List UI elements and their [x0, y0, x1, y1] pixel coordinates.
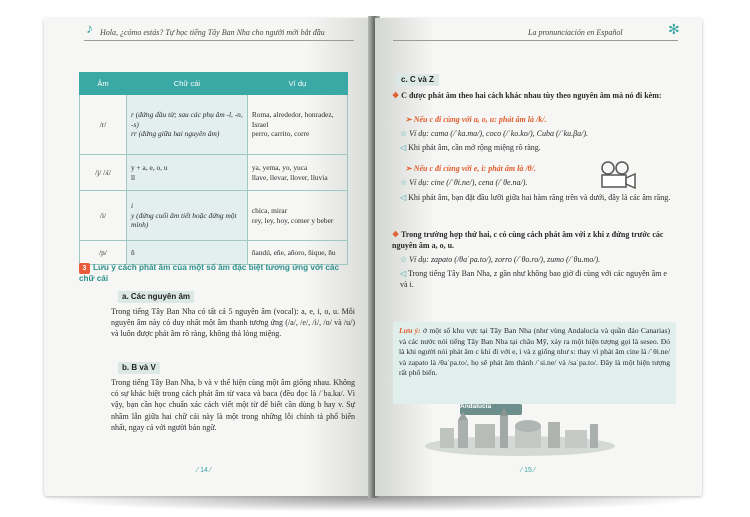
rule-k-text: Nếu c đi cùng với a, o, u: phát âm là /k/.: [413, 115, 547, 124]
speaker-icon: ◁: [400, 193, 409, 202]
table-row: [80, 95, 348, 155]
cell-line: r (đứng đầu từ; sau các phụ âm -l, -n, -s): [131, 110, 243, 129]
description-k: [400, 142, 675, 153]
cell-line: Roma, alrededor, honradez, Israel: [251, 110, 334, 129]
description-theta: [400, 192, 676, 203]
cell-line: rr (đứng giữa hai nguyên âm): [131, 129, 220, 139]
subheading-c-z: c. C và Z: [396, 74, 439, 86]
cell-line: ñandú, eñe, añoro, ñique, ñu: [251, 247, 336, 257]
cell-letters: [127, 191, 248, 241]
col-sound: Âm: [80, 73, 127, 95]
left-header: Hola, ¿cómo estás? Tự học tiếng Tây Ban Nha cho người mới bắt đầu: [100, 28, 325, 37]
table-row: [80, 241, 348, 265]
rule-theta-text: Nếu c đi cùng với e, i: phát âm là /θ/.: [413, 164, 536, 173]
description-z-text: Trong tiếng Tây Ban Nha, z gần như không bao giờ đi cùng với các nguyên âm e và i.: [400, 269, 667, 289]
example-k-text: Ví dụ: cama (/ˈka.ma/), coco (/ˈko.ko/), Cuba (/ˈku.βa/).: [409, 129, 588, 138]
speaker-icon: ◁: [400, 143, 409, 152]
cell-sound: /ɲ/: [80, 241, 127, 265]
page-number-value: 15: [524, 467, 532, 474]
page-number-value: 14: [200, 467, 208, 474]
cell-line: y + a, e, o, u: [131, 163, 168, 172]
description-k-text: Khi phát âm, cần mở rộng miệng rõ ràng.: [408, 143, 541, 152]
col-letters: Chữ cái: [127, 73, 248, 95]
table-header-row: [80, 73, 348, 95]
cell-line: ñ: [131, 247, 135, 257]
paragraph-vowels: Trong tiếng Tây Ban Nha có tất cả 5 nguyên âm (vocal): a, e, i, o, u. Mỗi nguyên âm này có duy nhất một âm thanh tương ứng (/a/, /e/, /i/, /o/ và /u/) và luôn được phát âm rõ ràng, không thả lỏng miệng.: [111, 307, 355, 339]
bullet-icon: ❖: [392, 91, 402, 100]
illustration-label: Andalucía: [460, 403, 492, 410]
cell-line: i: [131, 201, 134, 211]
cell-letters: [127, 155, 248, 191]
music-note-icon: ♪: [86, 22, 93, 37]
rule-z: [392, 229, 677, 251]
star-icon: ☆: [400, 129, 410, 138]
description-z: [400, 268, 676, 290]
example-theta: [400, 177, 600, 188]
cell-examples: [247, 95, 347, 155]
example-k: [400, 128, 675, 139]
subheading-b-v: b. B và V: [118, 362, 160, 374]
note-label: Lưu ý:: [399, 326, 421, 335]
andalucia-illustration: [420, 402, 620, 460]
left-header-rule: [84, 40, 354, 41]
cell-line: rey, ley, hoy, comer y beber: [251, 215, 334, 225]
right-header-rule: [393, 40, 678, 41]
rule-k: ➢ Nếu c đi cùng với a, o, u: phát âm là /k/.: [405, 115, 547, 124]
cell-examples: [247, 241, 347, 265]
col-examples: Ví dụ: [247, 73, 347, 95]
cell-letters: [127, 241, 248, 265]
cell-examples: [247, 191, 347, 241]
note-box: [393, 322, 676, 404]
rule-theta: ➢ Nếu c đi cùng với e, i: phát âm là /θ/.: [405, 164, 536, 173]
intro-text: C được phát âm theo hai cách khác nhau tùy theo nguyên âm mà nó đi kèm:: [401, 91, 662, 100]
cell-sound: /i/: [80, 191, 127, 241]
section-heading: [79, 263, 354, 284]
cell-sound: /j/ /ʎ/: [80, 155, 127, 191]
cell-line: llave, llevar, llover, lluvia: [251, 172, 328, 182]
pronunciation-table: [79, 72, 348, 265]
example-z: [400, 254, 676, 265]
section-number: 3: [79, 263, 90, 274]
table-row: [80, 191, 348, 241]
subheading-vowels: a. Các nguyên âm: [118, 291, 194, 303]
cell-line: ll: [131, 172, 136, 182]
cell-line: chica, mirar: [251, 206, 288, 215]
cell-examples: [247, 155, 347, 191]
table-row: [80, 155, 348, 191]
example-z-text: Ví dụ: zapato (/θaˈpa.to/), zorro (/ˈθo.ro/), zumo (/ˈθu.mo/).: [409, 255, 601, 264]
right-page-number: ⁄ 15 ⁄: [521, 467, 536, 474]
speaker-icon: ◁: [400, 269, 409, 278]
film-camera-icon: [596, 160, 638, 190]
description-theta-text: Khi phát âm, bạn đặt đầu lưỡi giữa hai hàm răng trên và dưới, đây là các âm răng.: [408, 193, 671, 202]
section-title: Lưu ý cách phát âm của một số âm đặc biệt tương ứng với các chữ cái: [79, 263, 339, 283]
star-icon: ☆: [400, 178, 410, 187]
rule-z-text: Trong trường hợp thứ hai, c có cùng cách phát âm với z khi z đứng trước các nguyên âm a, o, u.: [392, 230, 664, 250]
bullet-icon: ❖: [392, 230, 402, 239]
cell-sound: /r/: [80, 95, 127, 155]
cell-line: ya, yema, yo, yuca: [251, 163, 308, 172]
cell-letters: [127, 95, 248, 155]
right-header: La pronunciación en Español: [528, 28, 623, 37]
note-text: ở một số khu vực tại Tây Ban Nha (như vùng Andalucía và quần đảo Canarias) và các nước nói tiếng Tây Ban Nha tại châu Mỹ, xảy ra một hiện tượng gọi là seseo. Đó là khi người nói phát âm c khi đi với e, i và z giống như s: thay vì phát âm cine là /ˈθi.ne/ và zapato là /θaˈpa.to/, họ sẽ phát âm thành /ˈsi.ne/ và /saˈpa.to/. Đây là một hiện tượng rất phổ biến.: [399, 326, 670, 378]
paragraph-b-v: Trong tiếng Tây Ban Nha, b và v thể hiện cùng một âm giống nhau. Không có sự khác biệt trong cách phát âm từ vaca và baca (đều đọc là /ˈba.ka/. Vì vậy, bạn cần học chuẩn xác cách viết một từ để biết cần dùng b hay v. Sự nhầm lẫn giữa hai chữ cái này là một trong những lỗi chính tả phổ biến nhất, ngay cả với người bản ngữ.: [111, 378, 355, 432]
cell-line: perro, carrito, corre: [251, 129, 310, 139]
example-theta-text: Ví dụ: cine (/ˈθi.ne/), cena (/ˈθe.na/).: [409, 178, 528, 187]
cell-line: y (đứng cuối âm tiết hoặc đứng một mình): [131, 210, 237, 230]
palm-tree-icon: ✻: [668, 23, 680, 38]
intro-bullet: [392, 90, 677, 101]
star-icon: ☆: [400, 255, 410, 264]
left-page-number: ⁄ 14 ⁄: [197, 467, 212, 474]
